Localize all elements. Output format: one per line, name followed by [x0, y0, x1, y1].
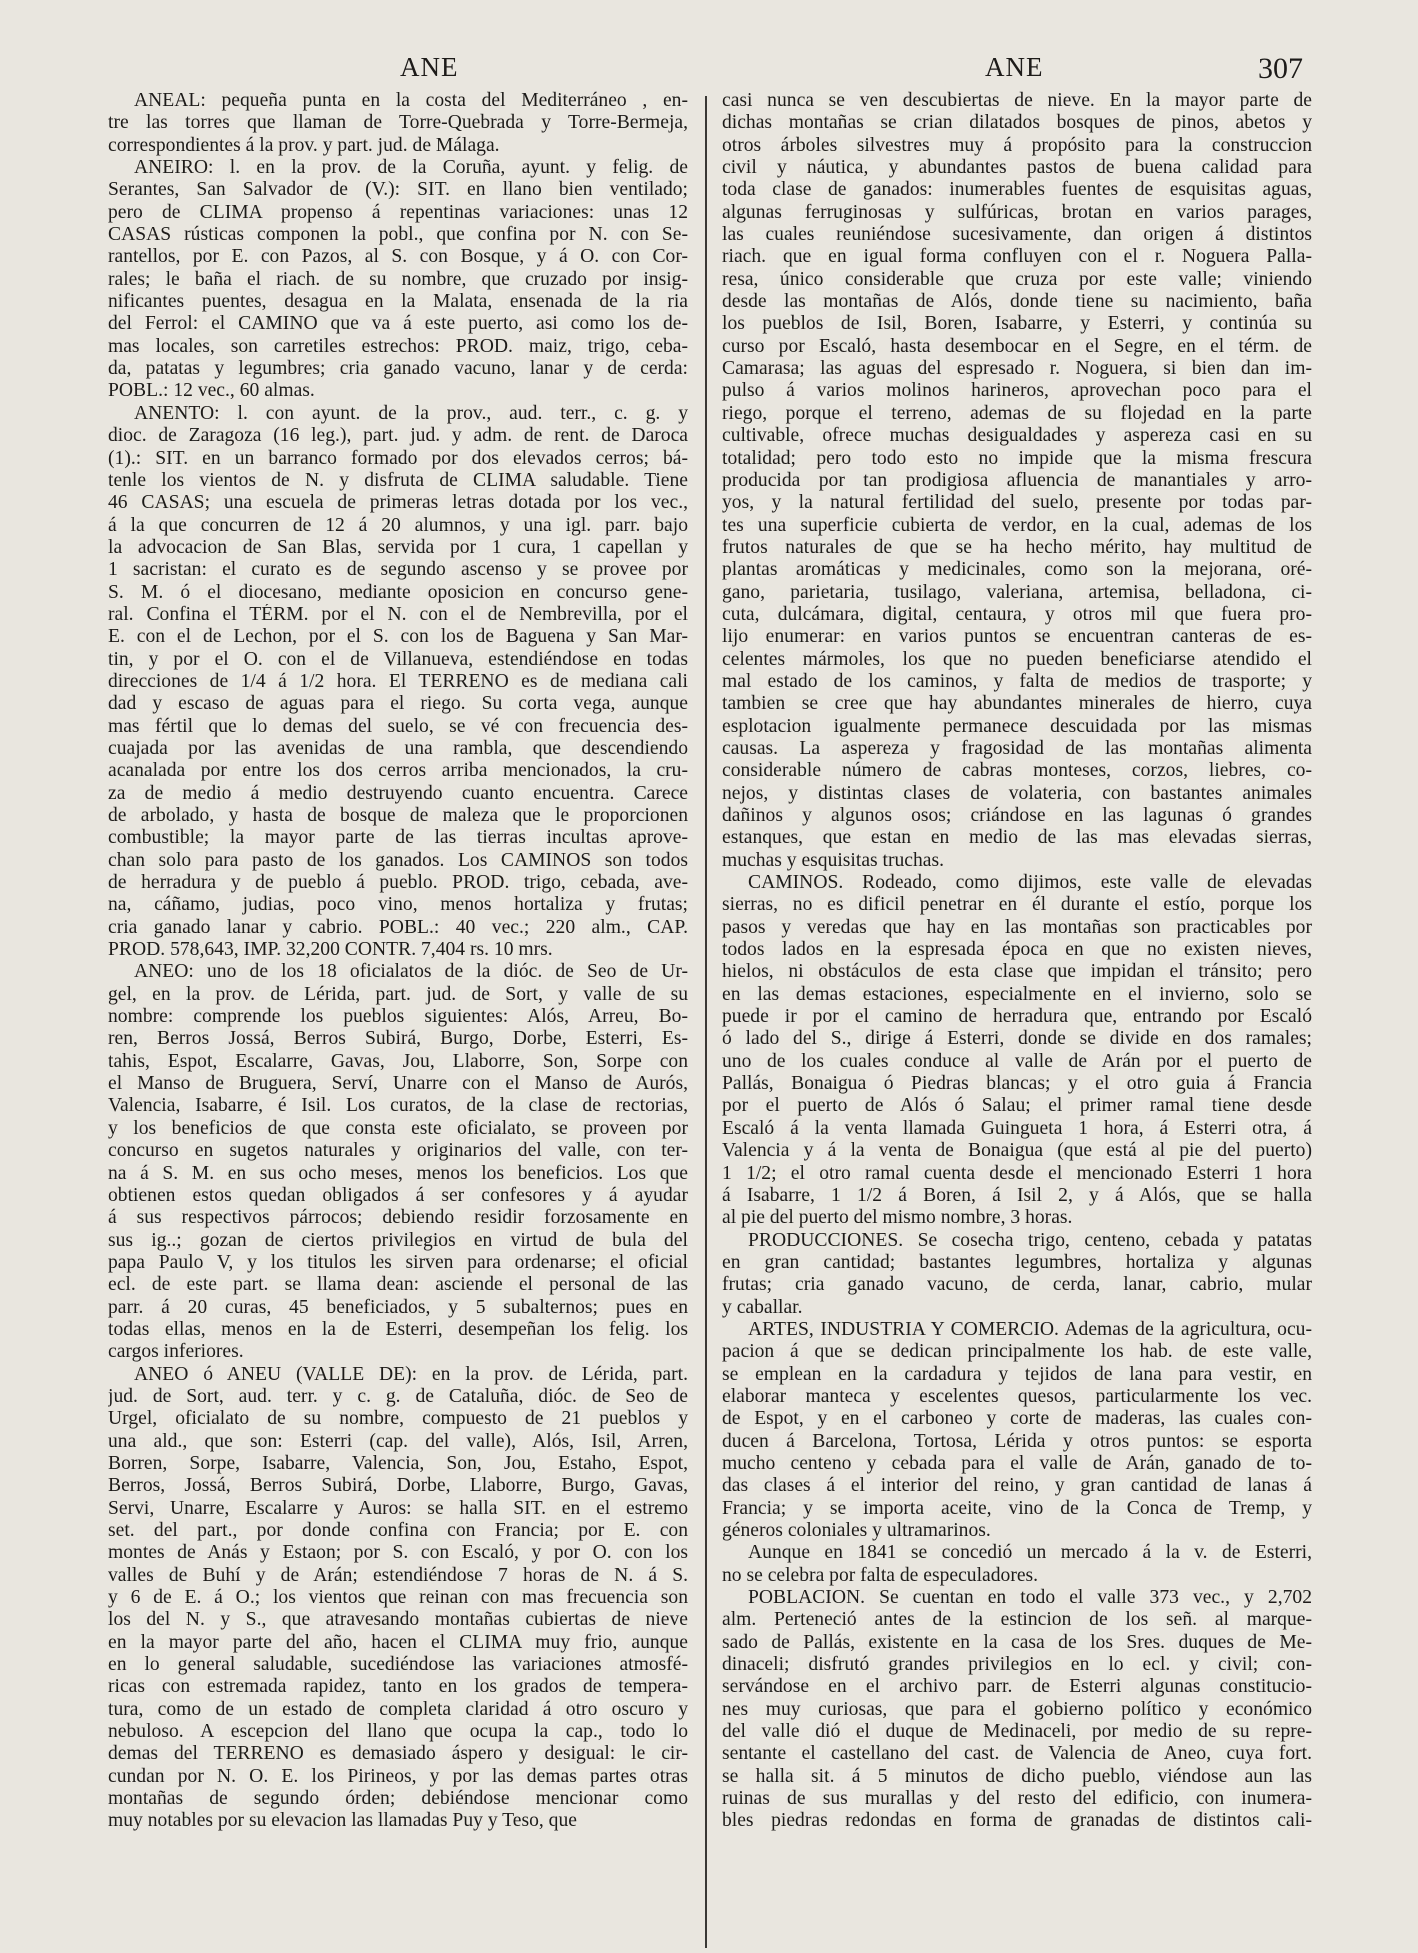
text-line: muy notables por su elevacion las llamadas Puy y Teso, que — [108, 1810, 577, 1832]
text-line: acanalada por entre los dos cerros arriba mencionados, la cru- — [108, 760, 688, 782]
text-line: en gran cantidad; bastantes legumbres, hortaliza y algunas — [722, 1251, 1312, 1273]
text-line: cuajada por las avenidas de una rambla, que descendiendo — [108, 737, 688, 759]
text-line: una ald., que son: Esterri (cap. del valle), Alós, Isil, Arren, — [108, 1430, 688, 1452]
text-line: Valencia, Isabarre, é Isil. Los curatos, de la clase de rectorias, — [108, 1095, 688, 1117]
text-line: mas locales, son carretiles estrechos: PROD. maiz, trigo, ceba- — [108, 335, 688, 357]
text-line: 46 CASAS; una escuela de primeras letras dotada por los vec., — [108, 492, 688, 514]
text-line: las cuales reuniéndose sucesivamente, dan origen á distintos — [722, 224, 1312, 246]
text-line: obtienen estos quedan obligados á ser confesores y á ayudar — [108, 1184, 688, 1206]
text-line: na, cáñamo, judias, poco vino, menos hortaliza y frutas; — [108, 894, 688, 916]
text-line: Escaló á la venta llamada Guingueta 1 hora, á Esterri otra, á — [722, 1117, 1312, 1139]
text-line: sus ig..; gozan de ciertos privilegios en virtud de bula del — [108, 1229, 688, 1251]
text-line: todos lados en la espresada época en que no existen nieves, — [722, 939, 1312, 961]
text-line: tahis, Espot, Escalarre, Gavas, Jou, Llaborre, Son, Sorpe con — [108, 1050, 688, 1072]
text-line: dinaceli; disfrutó grandes privilegios en lo ecl. y civil; con- — [722, 1654, 1312, 1676]
text-line: set. del part., por donde confina con Francia; por E. con — [108, 1520, 688, 1541]
text-line: elaborar manteca y escelentes quesos, particularmente los vec. — [722, 1385, 1312, 1407]
text-line: ANEAL: pequeña punta en la costa del Mediterráneo , en- — [134, 90, 688, 111]
text-line: PRODUCCIONES. Se cosecha trigo, centeno, cebada y patatas — [748, 1229, 1312, 1251]
text-line: resa, único considerable que cruza por este valle; viniendo — [722, 268, 1312, 290]
text-line: chan solo para pasto de los ganados. Los CAMINOS son todos — [108, 849, 688, 871]
right-column — [722, 90, 1312, 1833]
text-line: y los beneficios de que consta este oficialato, se proveen por — [108, 1117, 688, 1139]
text-line: algunas ferruginosas y sulfúricas, brotan en varios parages, — [722, 201, 1312, 223]
text-line: (1).: SIT. en un barranco formado por dos elevados cerros; bá- — [108, 447, 688, 469]
text-line: esplotacion igualmente permanece descuidada por las mismas — [722, 715, 1312, 737]
text-line: mucho centeno y cebada para el valle de Arán, ganado de to- — [722, 1452, 1312, 1474]
text-line: y caballar. — [722, 1296, 803, 1318]
text-line: papa Paulo V, y los titulos les sirven para ordenarse; el oficial — [108, 1251, 688, 1273]
text-line: pero de CLIMA propenso á repentinas variaciones: unas 12 — [108, 201, 688, 223]
text-line: de arbolado, y hasta de bosque de maleza que le proporcionen — [108, 805, 688, 826]
text-line: Francia; y se importa aceite, vino de la Conca de Tremp, y — [722, 1497, 1312, 1519]
text-line: sierras, no es dificil penetrar en él durante el estío, porque los — [722, 894, 1312, 916]
text-line: tes una superficie cubierta de verdor, en la cual, ademas de los — [722, 514, 1312, 536]
text-line: cuta, dulcámara, digital, centaura, y otros mil que fuera pro- — [722, 603, 1312, 625]
text-line: ren, Berros Jossá, Berros Subirá, Burgo, Dorbe, Esterri, Es- — [108, 1028, 688, 1050]
text-line: Berros, Jossá, Berros Subirá, Dorbe, Llaborre, Burgo, Gavas, — [108, 1475, 688, 1497]
text-line: hielos, ni obstáculos de esta clase que impidan el tránsito; pero — [722, 961, 1312, 983]
text-line: servándose en el archivo parr. de Esterri algunas constitucio- — [722, 1676, 1312, 1698]
text-line: á la que concurren de 12 á 20 alumnos, y una igl. parr. bajo — [108, 514, 688, 536]
text-line: estanques, que estan en medio de las mas elevadas sierras, — [722, 827, 1312, 849]
text-line: puede ir por el camino de herradura que, entrando por Escaló — [722, 1006, 1312, 1028]
text-line: dichas montañas se crian dilatados bosques de pinos, abetos y — [722, 112, 1312, 134]
text-line: no se celebra por falta de especuladores. — [722, 1564, 1039, 1586]
text-line: sado de Pallás, existente en la casa de los Sres. duques de Me- — [722, 1631, 1312, 1653]
text-line: uno de los cuales conduce al valle de Arán por el puerto de — [722, 1050, 1312, 1072]
text-line: riach. que en igual forma confluyen con el r. Noguera Palla- — [722, 246, 1312, 268]
text-line: Urgel, oficialato de su nombre, compuesto de 21 pueblos y — [108, 1408, 688, 1430]
text-line: curso por Escaló, hasta desembocar en el Segre, en el térm. de — [722, 335, 1312, 357]
text-line: yos, y la natural fertilidad del suelo, presente por todas par- — [722, 492, 1312, 514]
text-line: ANEIRO: l. en la prov. de la Coruña, ayunt. y felig. de — [134, 157, 688, 179]
text-line: pulso á varios molinos harineros, aprovechan poco para el — [722, 380, 1312, 402]
text-line: y 6 de E. á O.; los vientos que reinan con mas frecuencia son — [108, 1587, 688, 1609]
text-line: al pie del puerto del mismo nombre, 3 horas. — [722, 1207, 1073, 1229]
text-line: ARTES, INDUSTRIA Y COMERCIO. Ademas de la agricultura, ocu- — [748, 1318, 1312, 1340]
text-line: mal estado de los caminos, y falta de medios de trasporte; y — [722, 670, 1312, 692]
text-line: considerable número de cabras monteses, corzos, liebres, co- — [722, 760, 1312, 782]
text-line: ANEO ó ANEU (VALLE DE): en la prov. de Lérida, part. — [134, 1363, 688, 1385]
text-line: sentante el castellano del cast. de Valencia de Aneo, cuya fort. — [722, 1743, 1312, 1765]
text-line: Pallás, Bonaigua ó Piedras blancas; y el otro guia á Francia — [722, 1073, 1312, 1095]
text-line: otros árboles silvestres muy á propósito para la construccion — [722, 134, 1312, 156]
text-line: la advocacion de San Blas, servida por 1 cura, 1 capellan y — [108, 536, 688, 558]
text-line: cria ganado lanar y cabrio. POBL.: 40 vec.; 220 alm., CAP. — [108, 916, 688, 938]
text-line: ducen á Barcelona, Tortosa, Lérida y otros puntos: se esporta — [722, 1430, 1312, 1452]
text-line: bles piedras redondas en forma de granadas de distintos cali- — [722, 1810, 1312, 1832]
text-line: POBLACION. Se cuentan en todo el valle 373 vec., y 2,702 — [748, 1587, 1312, 1609]
text-line: causas. La aspereza y fragosidad de las montañas alimenta — [722, 737, 1312, 759]
text-line: se halla sit. á 5 minutos de dicho pueblo, viéndose aun las — [722, 1765, 1312, 1787]
left-column — [108, 90, 688, 1833]
text-line: ecl. de este part. se llama dean: asciende el personal de las — [108, 1274, 688, 1296]
text-line: Serantes, San Salvador de (V.): SIT. en llano bien ventilado; — [108, 179, 688, 201]
text-line: parr. á 20 curas, 45 beneficiados, y 5 subalternos; pues en — [108, 1296, 688, 1318]
text-line: tenle los vientos de N. y disfruta de CLIMA saludable. Tiene — [108, 469, 688, 491]
text-line: de herradura y de pueblo á pueblo. PROD. trigo, cebada, ave- — [108, 872, 688, 894]
text-line: Servi, Unarre, Escalarre y Auros: se halla SIT. en el estremo — [108, 1497, 688, 1519]
text-line: E. con el de Lechon, por el S. con los de Baguena y San Mar- — [108, 626, 688, 648]
text-line: combustible; la mayor parte de las tierras incultas aprove- — [108, 827, 688, 849]
text-line: Valencia y á la venta de Bonaigua (que está al pie del puerto) — [722, 1140, 1312, 1162]
text-line: alm. Perteneció antes de la estincion de los señ. al marque- — [722, 1609, 1312, 1631]
text-line: frutos naturales de que se ha hecho mérito, hay multitud de — [722, 536, 1312, 558]
text-line: mas fértil que lo demas del suelo, se vé con frecuencia des- — [108, 715, 688, 737]
text-line: da, patatas y legumbres; cria ganado vacuno, lanar y de cerda: — [108, 358, 688, 380]
text-line: de Espot, y en el carboneo y corte de maderas, las cuales con- — [722, 1408, 1312, 1430]
text-line: valles de Buhí y de Arán; estendiéndose 7 horas de N. á S. — [108, 1564, 688, 1586]
text-line: concurso en sugetos naturales y originarios del valle, con ter- — [108, 1140, 688, 1162]
text-line: direcciones de 1/4 á 1/2 hora. El TERRENO es de mediana cali — [108, 670, 688, 692]
text-line: civil y náutica, y abundantes pastos de buena calidad para — [722, 157, 1312, 179]
text-line: dad y escaso de aguas para el riego. Su corta vega, aunque — [108, 693, 688, 715]
text-line: ricas con estremada rapidez, tanto en los grados de tempera- — [108, 1676, 688, 1698]
text-line: 1 1/2; el otro ramal cuenta desde el mencionado Esterri 1 hora — [722, 1162, 1312, 1184]
text-line: en las demas estaciones, especialmente en el invierno, solo se — [722, 983, 1312, 1005]
text-line: á sus respectivos párrocos; debiendo residir forzosamente en — [108, 1207, 688, 1229]
text-line: totalidad; pero todo esto no impide que la misma frescura — [722, 447, 1312, 469]
text-line: PROD. 578,643, IMP. 32,200 CONTR. 7,404 rs. 10 mrs. — [108, 939, 553, 961]
text-line: muchas y esquisitas truchas. — [722, 849, 945, 871]
text-line: nificantes puentes, desagua en la Malata, ensenada de la ria — [108, 291, 688, 313]
text-line: se emplean en la cardadura y tejidos de lana para vestir, en — [722, 1363, 1312, 1385]
text-line: toda clase de ganados: inumerables fuentes de esquisitas aguas, — [722, 179, 1312, 201]
running-header-left: ANE — [400, 52, 459, 82]
text-line: los pueblos de Isil, Boren, Isabarre, y Esterri, y continúa su — [722, 313, 1312, 335]
text-line: ANENTO: l. con ayunt. de la prov., aud. terr., c. g. y — [134, 402, 688, 424]
text-line: frutas; cria ganado vacuno, de cerda, lanar, cabrio, mular — [722, 1274, 1312, 1296]
text-line: pacion á que se dedican principalmente los hab. de este valle, — [722, 1341, 1312, 1363]
text-line: rantellos, por E. con Pazos, al S. con Bosque, y á O. con Cor- — [108, 246, 688, 268]
text-line: cargos inferiores. — [108, 1341, 244, 1363]
text-line: cultivable, ofrece muchas desigualdades y aspereza casi en su — [722, 425, 1312, 447]
text-line: tin, y por el O. con el de Villanueva, estendiéndose en todas — [108, 648, 688, 670]
text-line: géneros coloniales y ultramarinos. — [722, 1520, 991, 1541]
text-line: dañinos y algunos osos; criándose en las lagunas ó grandes — [722, 805, 1312, 826]
text-line: á Isabarre, 1 1/2 á Boren, á Isil 2, y á Alós, que se halla — [722, 1184, 1312, 1206]
text-line: cundan por N. O. E. los Pirineos, y por las demas partes otras — [108, 1765, 688, 1787]
text-line: celentes mármoles, los que no pueden beneficiarse atendido el — [722, 648, 1312, 670]
text-line: jud. de Sort, aud. terr. y c. g. de Cataluña, dióc. de Seo de — [108, 1385, 688, 1407]
running-header-right: ANE — [985, 52, 1044, 82]
text-line: na á S. M. en sus ocho meses, menos los beneficios. Los que — [108, 1162, 688, 1184]
text-line: ruinas de sus murallas y del resto del edificio, con inumera- — [722, 1788, 1312, 1810]
text-line: todas ellas, menos en la de Esterri, desempeñan los felig. los — [108, 1318, 688, 1340]
text-line: nes muy curiosas, que para el gobierno político y económico — [722, 1698, 1312, 1720]
text-line: ral. Confina el TÉRM. por el N. con el de Nembrevilla, por el — [108, 603, 688, 625]
text-line: pasos y veredas que hay en las montañas son practicables por — [722, 916, 1312, 938]
text-line: casi nunca se ven descubiertas de nieve. En la mayor parte de — [722, 90, 1312, 111]
text-line: nejos, y distintas clases de volateria, con bastantes animales — [722, 782, 1312, 804]
text-line: rales; le baña el riach. de su nombre, que cruzado por insig- — [108, 268, 688, 290]
text-line: desde las montañas de Alós, donde tiene su nacimiento, baña — [722, 291, 1312, 313]
text-line: los del N. y S., que atravesando montañas cubiertas de nieve — [108, 1609, 688, 1631]
text-line: dioc. de Zaragoza (16 leg.), part. jud. y adm. de rent. de Daroca — [108, 425, 688, 447]
text-line: riego, porque el terreno, ademas de su flojedad en la parte — [722, 402, 1312, 424]
text-line: en lo general saludable, sucediéndose las variaciones atmosfé- — [108, 1654, 688, 1676]
text-line: plantas aromáticas y medicinales, como son la mejorana, oré- — [722, 559, 1312, 581]
text-line: das clases á el interior del reino, y gran cantidad de lanas á — [722, 1475, 1312, 1497]
text-line: ANEO: uno de los 18 oficialatos de la dióc. de Seo de Ur- — [134, 961, 688, 983]
text-line: correspondientes á la prov. y part. jud. de Málaga. — [108, 134, 500, 156]
text-line: gano, parietaria, tusilago, valeriana, artemisa, belladona, ci- — [722, 581, 1312, 603]
text-line: CASAS rústicas componen la pobl., que confina por N. con Se- — [108, 224, 688, 246]
text-line: producida por tan prodigiosa afluencia de manantiales y arro- — [722, 469, 1312, 491]
text-line: tambien se cree que hay abundantes minerales de hierro, cuya — [722, 693, 1312, 715]
text-line: tre las torres que llaman de Torre-Quebrada y Torre-Bermeja, — [108, 112, 688, 134]
text-line: 1 sacristan: el curato es de segundo ascenso y se provee por — [108, 559, 688, 581]
text-line: POBL.: 12 vec., 60 almas. — [108, 380, 315, 402]
text-line: lijo enumerar: en varios puntos se encuentran canteras de es- — [722, 626, 1312, 648]
text-line: tura, como de un estado de completa claridad á otro oscuro y — [108, 1698, 688, 1720]
text-line: del valle dió el duque de Medinaceli, por medio de su repre- — [722, 1721, 1312, 1743]
text-line: CAMINOS. Rodeado, como dijimos, este valle de elevadas — [748, 872, 1312, 894]
text-line: gel, en la prov. de Lérida, part. jud. de Sort, y valle de su — [108, 983, 688, 1005]
column-divider — [705, 96, 707, 1948]
text-line: Borren, Sorpe, Isabarre, Valencia, Son, Jou, Estaho, Espot, — [108, 1452, 688, 1474]
text-line: Camarasa; las aguas del espresado r. Noguera, si bien dan im- — [722, 358, 1312, 380]
page-number: 307 — [1258, 52, 1303, 85]
text-line: Aunque en 1841 se concedió un mercado á la v. de Esterri, — [748, 1542, 1312, 1564]
text-line: montes de Anás y Estaon; por S. con Escaló, y por O. con los — [108, 1542, 688, 1564]
text-line: del Ferrol: el CAMINO que va á este puerto, asi como los de- — [108, 313, 688, 335]
text-line: demas del TERRENO es demasiado áspero y desigual: le cir- — [108, 1743, 688, 1765]
text-line: en la mayor parte del año, hacen el CLIMA muy frio, aunque — [108, 1631, 688, 1653]
text-line: S. M. ó el diocesano, mediante oposicion en concurso gene- — [108, 581, 688, 603]
text-line: montañas de segundo órden; debiéndose mencionar como — [108, 1788, 688, 1810]
text-line: nombre: comprende los pueblos siguientes: Alós, Arreu, Bo- — [108, 1006, 688, 1028]
text-line: za de medio á medio destruyendo cuanto encuentra. Carece — [108, 782, 688, 804]
text-line: nebuloso. A escepcion del llano que ocupa la cap., todo lo — [108, 1721, 688, 1743]
text-line: por el puerto de Alós ó Salau; el primer ramal tiene desde — [722, 1095, 1312, 1117]
text-line: ó lado del S., dirige á Esterri, donde se divide en dos ramales; — [722, 1028, 1312, 1050]
text-line: el Manso de Bruguera, Serví, Unarre con el Manso de Aurós, — [108, 1073, 688, 1095]
